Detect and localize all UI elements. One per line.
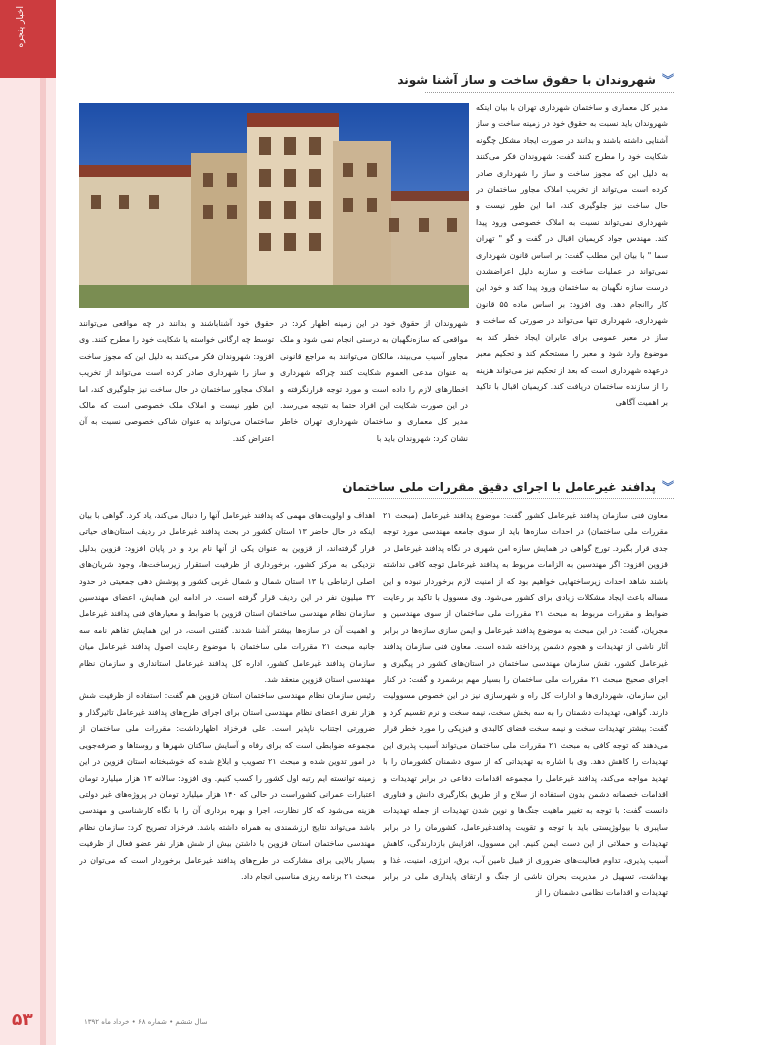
article2-title-underline xyxy=(368,498,674,499)
section-tab-label: اخبار پنجره xyxy=(16,6,26,48)
article1-title: شهروندان با حقوق ساخت و ساز آشنا شوند xyxy=(397,72,656,87)
article1-title-underline xyxy=(425,92,674,93)
article1-paragraph: شهروندان از حقوق خود در این زمینه اظهار کرد: در مواقعی که سازه‌نگهبان به درستی انجام نمی شود و ملک مجاور آسیب می‌بیند، مالکان می‌توانند به مراجع قانونی به عنوان مدعی العموم شکایت کنند چراکه شهرداری اخطارهای لازم را داده است و مورد توجه قرارنگرفته و در این صورت شکایت این افراد حتما به نتیجه می‌رسد. مدیر کل معماری و ساختمان شهرداری تهران خاطر نشان کرد: شهروندان باید با xyxy=(280,319,468,443)
article1-column-middle xyxy=(280,316,468,456)
article2-paragraph: اهداف و اولویت‌های مهمی که پدافند غیرعامل آنها را دنبال می‌کند، یاد کرد. گواهی با بیان اینکه در حال حاضر ۱۳ استان کشور در بحث پدافند غیرعامل در ردیف استان‌های حیاتی قرار گرفته‌اند، از قزوین به عنوان یکی از آنها نام برد و در پایان افزود: قزوین بدلیل نزدیکی به مرکز کشور، برخورداری از ظرفیت استقرار زیرساخت‌ها، وجود شریان‌های اصلی ارتباطی با ۱۳ استان شمال و شمال غربی کشور و پوشش دهی جمعیتی در حدود ۳۲ میلیون نفر در این ردیف قرار گرفته است. در ادامه این همایش، اعضای مهندسین سازمان نظام مهندسی ساختمان استان قزوین با ضوابط و معیارهای فنی پدافند غیرعامل و اهمیت آن در سازه‌ها بیشتر آشنا شدند. گفتنی است، در این همایش تفاهم نامه سه جانبه مبحث ۲۱ مقررات ملی ساختمان با موضوع رعایت اصول پدافند غیرعامل میان سازمان پدافند غیرعامل کشور، اداره کل پدافند غیرعامل استانداری و سازمان نظام مهندسی استان قزوین منعقد شد. xyxy=(79,511,375,685)
building-photo xyxy=(79,103,469,308)
side-bar xyxy=(0,78,56,1045)
section-tab xyxy=(0,0,56,78)
article2-heading xyxy=(342,478,674,495)
article2-paragraph: معاون فنی سازمان پدافند غیرعامل کشور گفت: موضوع پدافند غیرعامل (مبحث ۲۱ مقررات ملی ساختمان) در احداث سازه‌ها باید از سوی جامعه مهندسی مورد توجه جدی قرار بگیرد. تورج گواهی در همایش سازه امن شهری در نگاه پدافند غیرعامل در قزوین افزود: اگر مهندسین به الزامات مربوط به پدافند غیرعامل توجه کافی نداشته باشند شاهد احداث زیرساختهایی خواهیم بود که از امنیت لازم برخوردار نبوده و این مساله باعث ایجاد مشکلات زیادی برای کشور می‌شود. وی مسوول با تاکید بر رعایت ضوابط و مقررات مربوط به مبحث ۲۱ مقررات ملی ساختمان از سوی مهندسین و مجریان، گفت: در این مبحث به موضوع پدافند غیرعامل و ایمن سازی سازه‌ها در برابر آثار ناشی از تهدیدات و هجوم دشمن پرداخته شده است. معاون فنی سازمان پدافند غیرعامل کشور، نقش سازمان مهندسی ساختمان در استان‌های کشور در پیگیری و اجرای صحیح مبحث ۲۱ مقررات ملی ساختمان را بسیار مهم برشمرد و گفت: در کنار این سازمان، شهرداری‌ها و ادارات کل راه و شهرسازی نیز در این خصوص مسوولیت دارند. گواهی، تهدیدات دشمنان را به سه بخش سخت، نیمه سخت و نرم تقسیم کرد و گفت: بیشتر تهدیدات سخت و نیمه سخت فضای کالبدی و فیزیکی را مورد خطر قرار می‌دهند که توجه کافی به مبحث ۲۱ مقررات ملی ساختمان می‌تواند آسیب پذیری این تهدیدات را کاهش دهد. وی با اشاره به تهدیداتی که از سوی دشمنان کشورمان را با تهدید مواجه می‌کند، پدافند غیرعامل را مجموعه اقدامات دفاعی در برابر تهدیدات و اقدامات خصمانه دشمن بدون استفاده از سلاح و از طریق بکارگیری دانش و فناوری دانست گفت: با توجه به تغییر ماهیت جنگ‌ها و نوین شدن تهدیدات از جمله تهدیدات سایبری با بیولوژیستی باید با توجه و تقویت پدافندغیرعامل، کشورمان را در برابر تهدیدات و حملاتی از این دست ایمن کنیم. این مسوول، افزایش بازدارندگی، کاهش آسیب پذیری، تداوم فعالیت‌های ضروری از قبیل تامین آب، برق، انرژی، امنیت، غذا و بهداشت، تسهیل در مدیریت بحران ناشی از جنگ و ارتقای پایداری ملی در برابر تهدیدات و اقدامات نظامی دشمنان را از xyxy=(383,511,668,898)
side-bar-strip xyxy=(40,78,46,1045)
chevron-down-icon: ︾ xyxy=(661,73,674,87)
footer-issue-info: سال ششم • شماره ۶۸ • خرداد ماه ۱۳۹۲ xyxy=(84,1018,208,1026)
article2-column-left xyxy=(79,508,375,998)
article2-paragraph: رئیس سازمان نظام مهندسی ساختمان استان قزوین هم گفت: استفاده از ظرفیت شش هزار نفری اعضای نظام مهندسی استان برای اجرای طرح‌های پدافند غیرعامل تاثیرگذار و ضرورتی اجتناب ناپذیر است. علی فرخزاد اظهارداشت: مقررات ملی ساختمان از مجموعه ضوابطی است که برای رفاه و آسایش ساکنان شهرها و روستاها و صرفه‌جویی در امور تدوین شده و مبحث ۲۱ تصویب و ابلاغ شده که خوشبختانه استان قزوین در این زمینه توانسته ایم رتبه اول کشور را کسب کنیم. وی افزود: سالانه ۱۳ هزار میلیارد تومان اعتبارات عمرانی کشوراست در حالی که ۱۴۰ هزار میلیارد تومان در پروژه‌های غیر دولتی هزینه می‌شود که کار نظارت، اجرا و بهره برداری آن را با نگاه کارشناسی و مهندسی باشد می‌تواند نتایج ارزشمندی به همراه داشته باشد. فرخزاد تصریح کرد: سازمان نظام مهندسی ساختمان استان قزوین با داشتن بیش از شش هزار نفر عضو فعال از ظرفیت بسیار بالایی برای مشارکت در طرح‌های پدافند غیرعامل برخوردار است که می‌توان در مبحث ۲۱ برنامه ریزی مناسبی انجام داد. xyxy=(79,691,375,881)
article1-paragraph: مدیر کل معماری و ساختمان شهرداری تهران با بیان اینکه شهروندان باید نسبت به حقوق خود در زمینه ساخت و ساز آشنایی داشته باشند و بدانند در صورت ایجاد مشکل چگونه شکایت خود را مطرح کنند گفت: شهروندان فکر می‌کنند به دلیل این که مجوز ساخت و ساز را شهرداری صادر کرده است می‌تواند از تخریب املاک مجاور ساختمان در حال ساخت نیز جلوگیری کند، اما این طور نیست و شهرداری نمی‌تواند نسبت به املاک خصوصی ورود پیدا کند. مهندس جواد کریمیان اقبال در گفت و گو " تهران سما " با بیان این مطلب گفت: بر اساس قانون شهرداری نمی‌تواند در عملیات ساخت و سازبه دلیل اعراضشدن درست سازه نگهبان به ساختمان ورود پیدا کند و خود این کار راانجام دهد. وی افزود: بر اساس ماده ۵۵ قانون شهرداری، شهرداری تنها می‌تواند در صورتی که ساخت و ساز در معبر عمومی برای عابران ایجاد خطر کند به موضوع وارد شود و معبر را مستحکم کند و تحکیم معبر درعهده شهرداری است که بعد از تحکیم نیز می‌تواند هزینه را از سازنده ساختمان دریافت کند. کریمیان اقبال با تاکید بر اهمیت آگاهی xyxy=(476,103,668,408)
article1-heading xyxy=(397,71,674,88)
article2-column-right xyxy=(383,508,668,998)
article2-title: پدافند غیرعامل با اجرای دقیق مقررات ملی ساختمان xyxy=(342,479,656,494)
page-number: ۵۳ xyxy=(12,1010,33,1030)
article1-column-right xyxy=(476,100,668,460)
article1-paragraph: حقوق خود آشناباشند و بدانند در چه مواقعی می‌توانند توسط چه ارگانی خواسته یا شکایت خود را مطرح کنند. وی افزود: شهروندان فکر می‌کنند به دلیل این که مجوز ساخت و ساز را شهرداری صادر کرده است می‌تواند از تخریب املاک مجاور ساختمان در حال ساخت نیز جلوگیری کند، اما این طور نیست و املاک ملک خصوصی است که مالک ساختمان می‌تواند به عنوان شاکی خصوصی نسبت به آن اعتراض کند. xyxy=(79,319,274,443)
article1-column-left xyxy=(79,316,274,456)
chevron-down-icon: ︾ xyxy=(661,480,674,494)
